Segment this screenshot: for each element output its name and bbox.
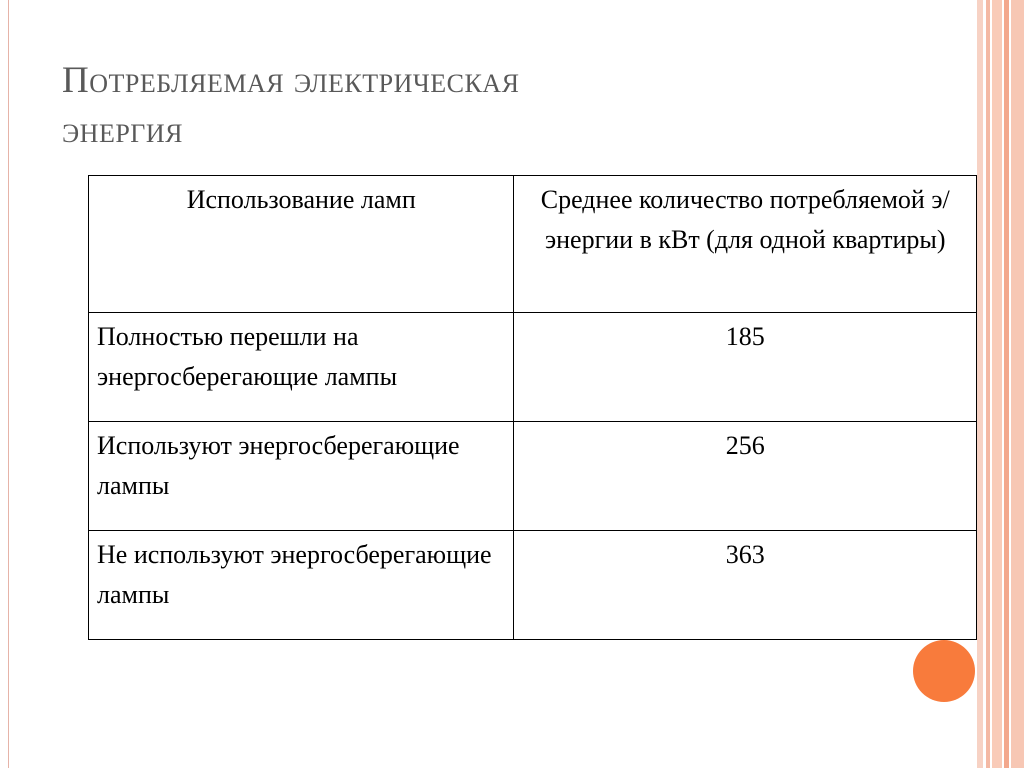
header-usage: Использование ламп xyxy=(89,176,514,313)
row-value-cell: 185 xyxy=(514,313,977,422)
table-row xyxy=(89,422,977,531)
decorative-stripe xyxy=(992,0,1002,768)
decorative-stripe xyxy=(986,0,990,768)
left-border-line xyxy=(8,0,9,768)
slide-title-line-1: Потребляемая электрическая xyxy=(62,60,520,101)
header-average-consumption: Среднее количество потребляемой э/энергии в кВт (для одной квартиры) xyxy=(514,176,977,313)
decorative-stripe xyxy=(1011,0,1024,768)
slide-title xyxy=(62,56,922,156)
decorative-circle xyxy=(913,640,975,702)
row-usage-cell: Не используют энергосберегающие лампы xyxy=(89,531,514,640)
row-value-cell: 256 xyxy=(514,422,977,531)
row-value-cell: 363 xyxy=(514,531,977,640)
row-usage-cell: Используют энергосберегающие лампы xyxy=(89,422,514,531)
row-usage-cell: Полностью перешли на энергосберегающие лампы xyxy=(89,313,514,422)
table-header-row xyxy=(89,176,977,313)
slide-title-line-2: энергия xyxy=(62,110,183,151)
table-row xyxy=(89,531,977,640)
energy-consumption-table xyxy=(88,175,977,640)
table-row xyxy=(89,313,977,422)
decorative-stripe xyxy=(1004,0,1009,768)
decorative-stripe xyxy=(977,0,983,768)
